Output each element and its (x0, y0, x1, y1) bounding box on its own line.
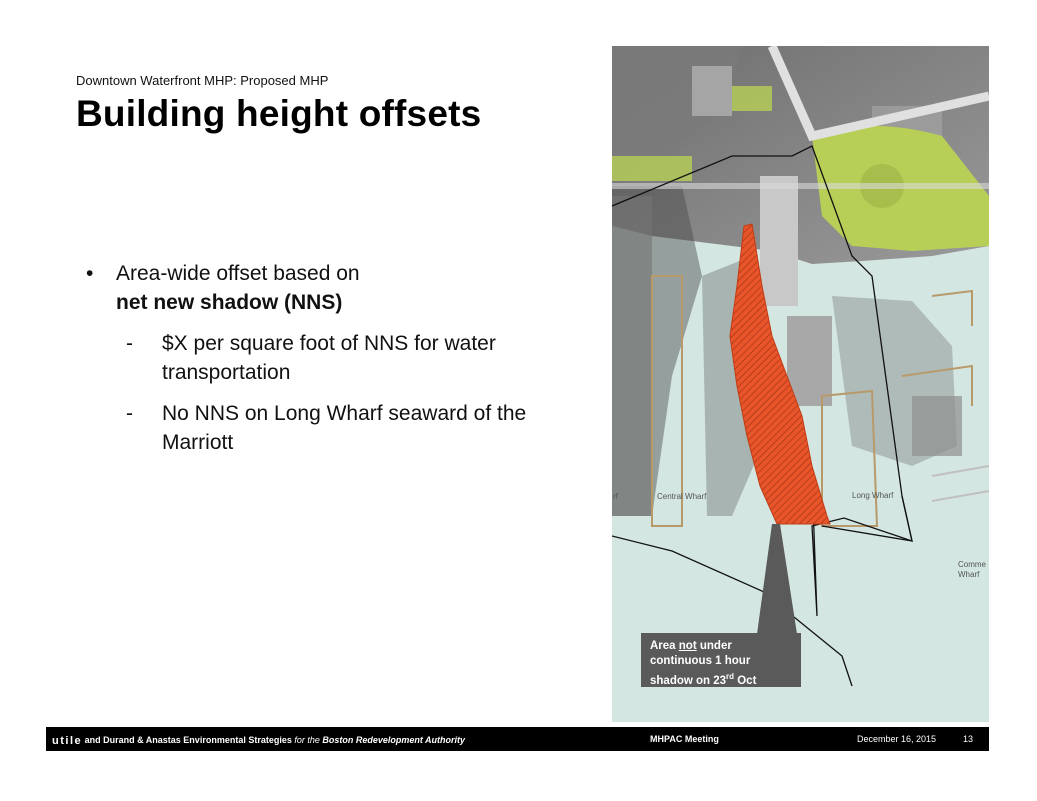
bullet-bold-text: net new shadow (NNS) (116, 291, 343, 314)
callout-text: Area (650, 640, 679, 652)
footer-meeting: MHPAC Meeting (650, 734, 719, 744)
sub-bullet-symbol: - (126, 332, 133, 355)
sub-bullet-text: $X per square foot of NNS for water transportation (162, 332, 496, 384)
footer-credits (52, 734, 465, 746)
callout-line-2: continuous 1 hour (650, 655, 751, 667)
shadow-map-graphic (612, 46, 989, 722)
map-callout (641, 633, 801, 687)
map-label-left-edge: rf (613, 492, 618, 501)
callout-underline-text: not (678, 640, 697, 652)
slide-title: Building height offsets (76, 93, 482, 134)
map-label-central-wharf: Central Wharf (657, 492, 707, 501)
map-label-commercial-wharf-2: Wharf (958, 570, 980, 579)
callout-text: Oct (734, 674, 757, 687)
bullet-list (86, 259, 596, 457)
footer-brand: utile (52, 735, 83, 747)
bullet-item (86, 259, 596, 317)
footer-date: December 16, 2015 (857, 734, 937, 744)
map-label-long-wharf: Long Wharf (852, 491, 894, 500)
sub-bullet-text: No NNS on Long Wharf seaward of the Marriott (162, 402, 527, 454)
slide-kicker: Downtown Waterfront MHP: Proposed MHP (76, 73, 329, 88)
bullet-symbol: • (86, 262, 94, 285)
footer-authority: Boston Redevelopment Authority (322, 735, 466, 745)
footer-page-number: 13 (963, 734, 974, 744)
sub-bullet-item (86, 399, 596, 457)
footer-for-the: for the (294, 735, 323, 745)
callout-superscript: rd (726, 672, 735, 681)
sub-bullet-symbol: - (126, 402, 133, 425)
shadow-map (612, 46, 989, 722)
map-label-commercial-wharf-1: Comme (958, 560, 987, 569)
footer-credits-text: and Durand & Anastas Environmental Strategies (82, 735, 295, 745)
slide-footer (46, 727, 989, 751)
bullet-text: Area-wide offset based on (116, 262, 360, 285)
callout-text: under (696, 640, 732, 652)
callout-line-1 (650, 639, 792, 654)
callout-text: shadow on 23 (650, 674, 727, 687)
sub-bullet-item (86, 329, 596, 387)
callout-line-3 (650, 669, 792, 689)
